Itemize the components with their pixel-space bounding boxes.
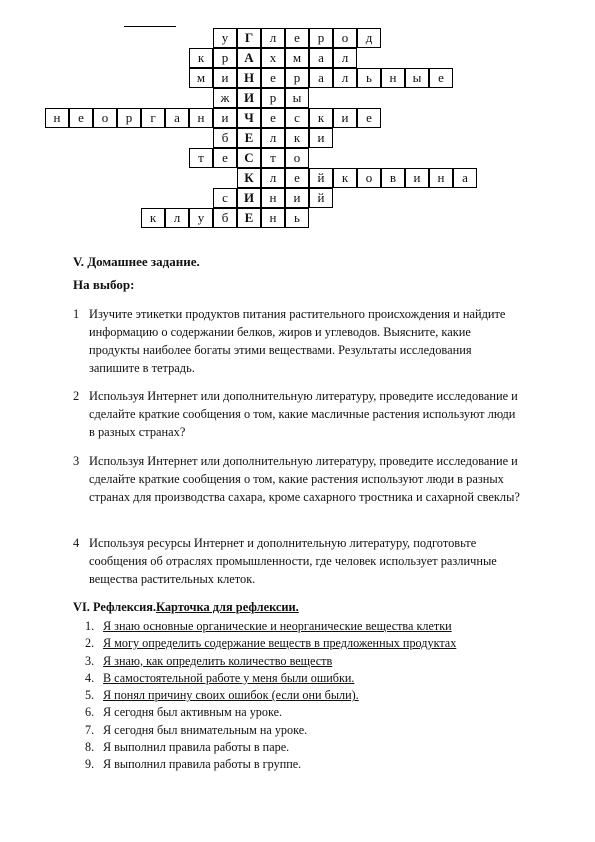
reflection-item-text: Я сегодня был внимательным на уроке. (103, 722, 308, 737)
reflection-item-number: 3. (85, 653, 95, 668)
crossword-cell: т (261, 148, 285, 168)
crossword-cell: о (333, 28, 357, 48)
crossword-key-cell: Е (237, 208, 261, 228)
crossword-cell: е (213, 148, 237, 168)
crossword-cell: е (285, 28, 309, 48)
crossword-cell: х (261, 48, 285, 68)
crossword-cell: н (189, 108, 213, 128)
crossword-top-line (124, 26, 176, 27)
reflection-title (73, 600, 299, 615)
reflection-item-number: 5. (85, 688, 95, 703)
task-text: Используя ресурсы Интернет и дополнительную литературу, подготовьте сообщения об отраслях промышленности, где человек использует различные вещества растительных клеток. (89, 536, 497, 586)
reflection-item-text: В самостоятельной работе у меня были ошибки. (103, 670, 355, 685)
crossword-cell: с (285, 108, 309, 128)
crossword-cell: к (189, 48, 213, 68)
crossword-key-cell: Ч (237, 108, 261, 128)
reflection-item-text: Я могу определить содержание веществ в предложенных продуктах (103, 636, 457, 651)
task-number: 3 (73, 454, 80, 468)
reflection-item-number: 8. (85, 740, 95, 755)
crossword-key-cell: Е (237, 128, 261, 148)
crossword-cell: л (333, 48, 357, 68)
crossword-cell: р (285, 68, 309, 88)
homework-subtitle: На выбор: (73, 277, 135, 292)
crossword-cell: л (261, 168, 285, 188)
crossword-cell: н (429, 168, 453, 188)
reflection-item (85, 618, 545, 635)
crossword-cell: и (333, 108, 357, 128)
crossword-key-cell: С (237, 148, 261, 168)
crossword-cell: и (309, 128, 333, 148)
crossword-cell: а (453, 168, 477, 188)
crossword-cell: к (141, 208, 165, 228)
crossword-cell: а (309, 48, 333, 68)
crossword-cell: у (189, 208, 213, 228)
crossword-cell: о (93, 108, 117, 128)
crossword-cell: и (213, 108, 237, 128)
crossword-cell: б (213, 208, 237, 228)
crossword-cell: е (261, 68, 285, 88)
crossword-cell: б (213, 128, 237, 148)
crossword-key-cell: К (237, 168, 261, 188)
crossword-cell: а (309, 68, 333, 88)
crossword-cell: л (333, 68, 357, 88)
crossword-cell: р (309, 28, 333, 48)
crossword-cell: к (309, 108, 333, 128)
crossword-cell: и (213, 68, 237, 88)
crossword-cell: й (309, 188, 333, 208)
reflection-card-title: Карточка для рефлексии. (156, 600, 299, 614)
reflection-heading: VI. Рефлексия. (73, 600, 157, 614)
reflection-item-text: Я выполнил правила работы в группе. (103, 757, 302, 772)
task-number: 1 (73, 307, 80, 321)
crossword-cell: л (165, 208, 189, 228)
reflection-item-number: 9. (85, 757, 95, 772)
reflection-item-number: 4. (85, 670, 95, 685)
reflection-item-number: 2. (85, 636, 95, 651)
crossword-cell: е (69, 108, 93, 128)
reflection-item-number: 7. (85, 722, 95, 737)
crossword-cell: к (333, 168, 357, 188)
crossword-cell: ь (285, 208, 309, 228)
crossword-cell: м (189, 68, 213, 88)
crossword-cell: и (285, 188, 309, 208)
crossword-cell: ь (357, 68, 381, 88)
reflection-list (85, 618, 545, 774)
crossword-cell: н (381, 68, 405, 88)
crossword-cell: г (141, 108, 165, 128)
crossword-cell: с (213, 188, 237, 208)
reflection-item-text: Я сегодня был активным на уроке. (103, 705, 283, 720)
crossword-cell: е (357, 108, 381, 128)
reflection-item-number: 1. (85, 619, 95, 633)
crossword-key-cell: Н (237, 68, 261, 88)
crossword-key-cell: И (237, 88, 261, 108)
crossword-key-cell: И (237, 188, 261, 208)
crossword-key-cell: А (237, 48, 261, 68)
crossword-cell: н (261, 188, 285, 208)
crossword-key-cell: Г (237, 28, 261, 48)
crossword-cell: т (189, 148, 213, 168)
task-text: Используя Интернет или дополнительную литературу, проведите исследование и сделайте краткие сообщения о том, какие масличные растения используют люди в разных странах? (89, 389, 518, 439)
crossword-cell: р (213, 48, 237, 68)
crossword-cell: о (357, 168, 381, 188)
reflection-item (85, 635, 545, 652)
reflection-item-text: Я выполнил правила работы в паре. (103, 740, 290, 755)
task-number: 2 (73, 389, 80, 403)
reflection-item-text: Я знаю основные органические и неорганические вещества клетки (103, 619, 452, 633)
homework-title: V. Домашнее задание. (73, 254, 200, 269)
reflection-item (85, 687, 545, 704)
crossword-cell: й (309, 168, 333, 188)
reflection-item (85, 722, 545, 739)
crossword-cell: н (45, 108, 69, 128)
crossword-cell: д (357, 28, 381, 48)
reflection-item-text: Я понял причину своих ошибок (если они были). (103, 688, 359, 703)
crossword-cell: о (285, 148, 309, 168)
crossword-cell: у (213, 28, 237, 48)
crossword-cell: л (261, 128, 285, 148)
crossword-cell: л (261, 28, 285, 48)
reflection-item (85, 653, 545, 670)
crossword-cell: ж (213, 88, 237, 108)
crossword-cell: и (405, 168, 429, 188)
task-number: 4 (73, 536, 80, 550)
reflection-item-number: 6. (85, 705, 95, 720)
crossword-cell: к (285, 128, 309, 148)
crossword-cell: р (261, 88, 285, 108)
task-text: Изучите этикетки продуктов питания растительного происхождения и найдите информацию о содержании белков, жиров и углеводов. Выясните, какие продукты наиболее богаты этими веществами. Результаты исследования запишите в тетрадь. (89, 307, 506, 375)
task-text: Используя Интернет или дополнительную литературу, проведите исследование и сделайте краткие сообщения о том, какие растения используют люди в разных странах для производства сахара, кроме сахарного тростника и сахарной свеклы? (89, 454, 520, 504)
reflection-item-text: Я знаю, как определить количество веществ (103, 653, 333, 668)
crossword-cell: м (285, 48, 309, 68)
reflection-item (85, 756, 545, 773)
reflection-item (85, 670, 545, 687)
crossword-cell: а (165, 108, 189, 128)
crossword-cell: е (429, 68, 453, 88)
reflection-item (85, 704, 545, 721)
crossword-cell: е (261, 108, 285, 128)
crossword-cell: р (117, 108, 141, 128)
crossword-cell: в (381, 168, 405, 188)
reflection-item (85, 739, 545, 756)
crossword-cell: ы (285, 88, 309, 108)
crossword-cell: е (285, 168, 309, 188)
crossword-cell: ы (405, 68, 429, 88)
crossword-cell: н (261, 208, 285, 228)
